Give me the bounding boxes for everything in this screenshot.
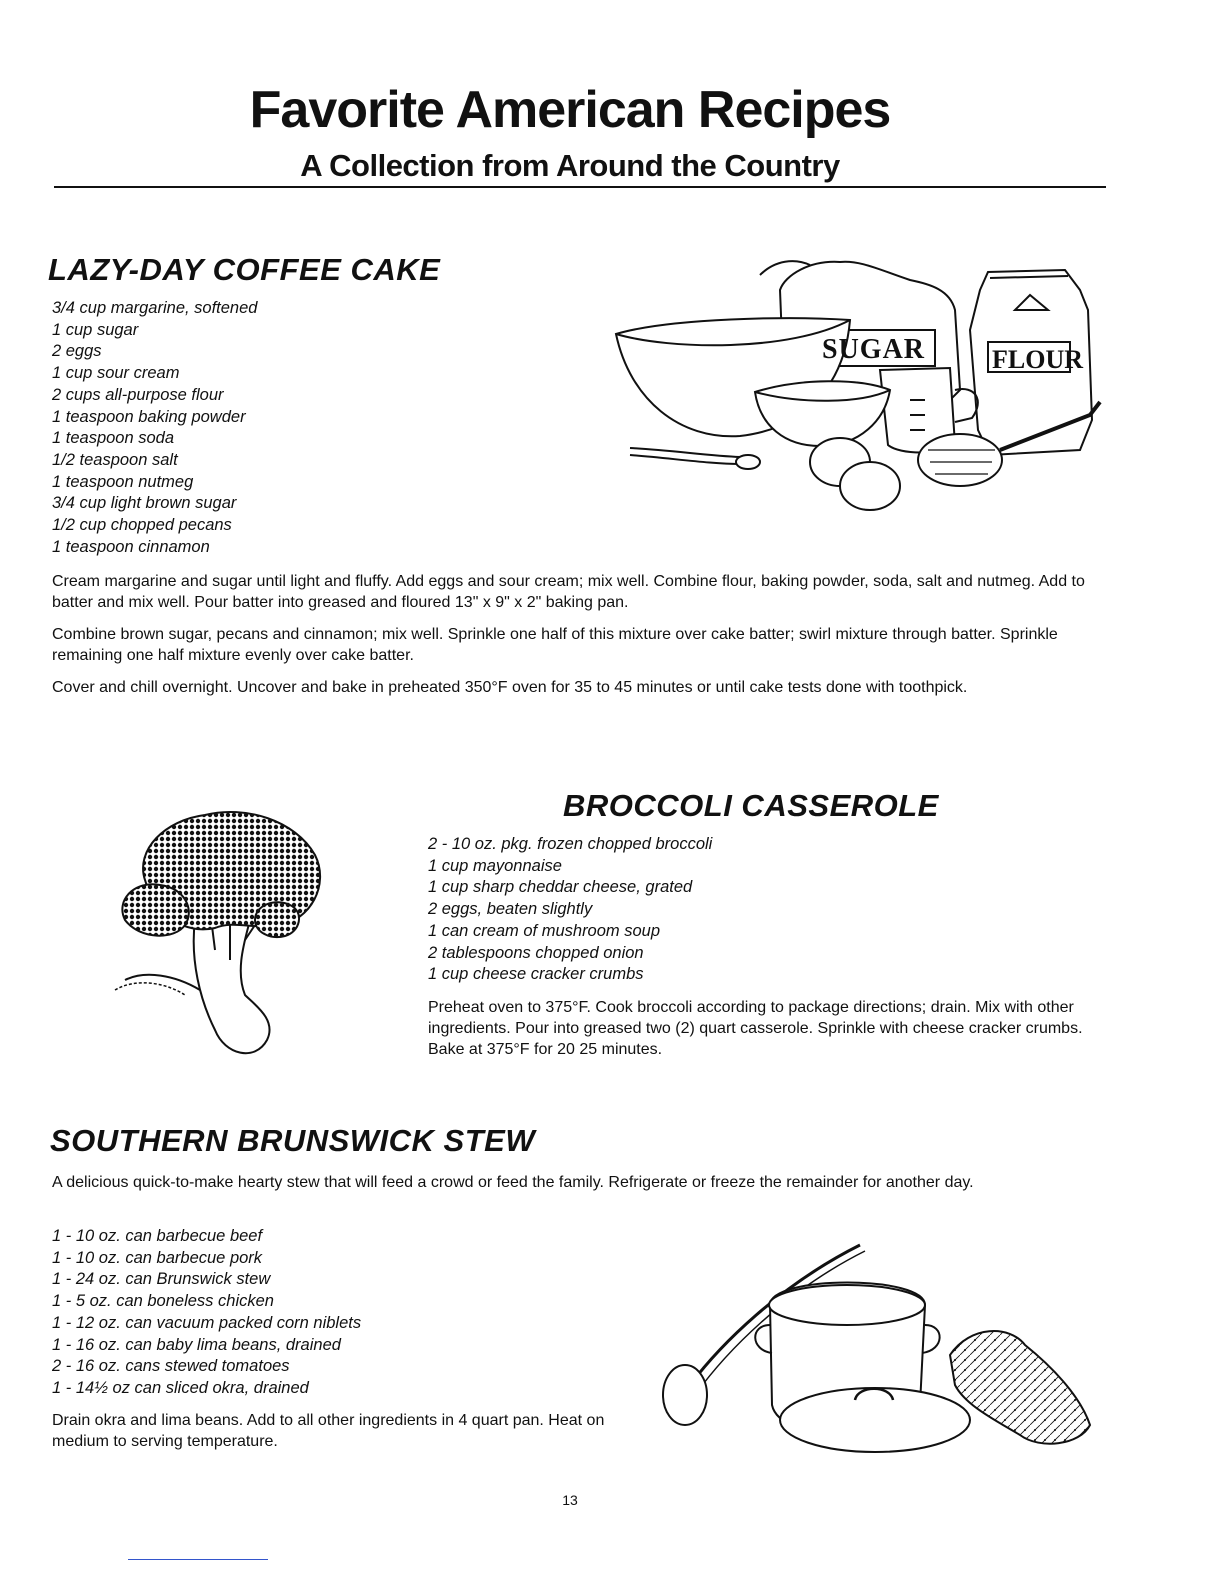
footer-rule (128, 1559, 268, 1560)
recipe-title-brunswick-stew: SOUTHERN BRUNSWICK STEW (50, 1123, 536, 1158)
ingredient-list-coffee-cake (52, 298, 257, 558)
ingredient-item: 1 - 10 oz. can barbecue pork (52, 1248, 263, 1267)
recipe-intro-brunswick-stew: A delicious quick-to-make hearty stew that will feed a crowd or feed the family. Refrigerate or freeze the remainder for another day. (52, 1174, 974, 1191)
ingredient-item: 2 - 16 oz. cans stewed tomatoes (52, 1357, 290, 1376)
ingredient-item: 1 - 5 oz. can boneless chicken (52, 1292, 274, 1311)
ingredient-item: 1 cup mayonnaise (428, 856, 562, 875)
page-number: 13 (562, 1492, 578, 1508)
sugar-label: SUGAR (822, 334, 926, 365)
recipe-title-coffee-cake: LAZY-DAY COFFEE CAKE (48, 252, 441, 287)
header-divider (54, 186, 1106, 188)
ingredient-item: 1 - 24 oz. can Brunswick stew (52, 1270, 271, 1289)
page-subtitle: A Collection from Around the Country (300, 148, 840, 183)
direction-paragraph: Preheat oven to 375°F. Cook broccoli according to package directions; drain. Mix with other ingredients. Pour into greased two (2) quart casserole. Sprinkle with cheese cracker crumbs. Bake at 375°F for 20 25 minutes. (428, 999, 1083, 1058)
directions-broccoli (428, 997, 1110, 1060)
ingredient-item: 1 - 16 oz. can baby lima beans, drained (52, 1335, 341, 1354)
ingredient-item: 1 - 14½ oz can sliced okra, drained (52, 1378, 309, 1397)
ingredient-list-broccoli (428, 834, 712, 986)
ingredient-item: 1 cup cheese cracker crumbs (428, 965, 644, 984)
directions-coffee-cake (52, 571, 1110, 698)
baking-ingredients-illustration (610, 250, 1110, 520)
direction-paragraph: Drain okra and lima beans. Add to all other ingredients in 4 quart pan. Heat on medium to serving temperature. (52, 1412, 605, 1450)
ingredient-item: 3/4 cup margarine, softened (52, 299, 258, 317)
directions-brunswick-stew (52, 1410, 617, 1452)
ingredient-item: 1 cup sour cream (52, 364, 180, 383)
ingredient-item: 2 eggs, beaten slightly (428, 900, 593, 919)
ingredient-item: 2 tablespoons chopped onion (428, 943, 644, 962)
ingredient-item: 1 teaspoon nutmeg (52, 472, 194, 491)
flour-label: FLOUR (992, 345, 1083, 374)
ingredient-item: 1 - 10 oz. can barbecue beef (52, 1227, 263, 1245)
ingredient-item: 1 - 12 oz. can vacuum packed corn niblets (52, 1313, 362, 1332)
ingredient-item: 1 cup sugar (52, 320, 139, 339)
ingredient-item: 1 can cream of mushroom soup (428, 921, 661, 940)
ingredient-item: 3/4 cup light brown sugar (52, 494, 237, 513)
broccoli-illustration (105, 800, 335, 1070)
ingredient-item: 2 - 10 oz. pkg. frozen chopped broccoli (428, 835, 713, 853)
direction-paragraph: Combine brown sugar, pecans and cinnamon; mix well. Sprinkle one half of this mixture over cake batter; swirl mixture through batter. Sprinkle remaining one half mixture evenly over cake batter. (52, 626, 1058, 664)
direction-paragraph: Cream margarine and sugar until light and fluffy. Add eggs and sour cream; mix well. Combine flour, baking powder, soda, salt and nutmeg. Add to batter and mix well. Pour batter into greased and floured 13" x 9" x 2" baking pan. (52, 573, 1085, 611)
ingredient-item: 1 teaspoon soda (52, 429, 175, 448)
ingredient-item: 2 cups all-purpose flour (52, 385, 224, 404)
direction-paragraph: Cover and chill overnight. Uncover and bake in preheated 350°F oven for 35 to 45 minutes or until cake tests done with toothpick. (52, 679, 968, 696)
page-title: Favorite American Recipes (249, 81, 891, 139)
ingredient-item: 1/2 teaspoon salt (52, 450, 178, 469)
ingredient-item: 1 teaspoon cinnamon (52, 537, 210, 556)
ingredient-item: 1 cup sharp cheddar cheese, grated (428, 878, 693, 897)
ingredient-item: 2 eggs (52, 342, 102, 361)
ingredient-list-brunswick-stew (52, 1226, 361, 1400)
pot-and-ladle-illustration (660, 1235, 1100, 1475)
recipe-title-broccoli-casserole: BROCCOLI CASSEROLE (563, 788, 939, 823)
ingredient-item: 1 teaspoon baking powder (52, 407, 246, 426)
ingredient-item: 1/2 cup chopped pecans (52, 516, 232, 535)
